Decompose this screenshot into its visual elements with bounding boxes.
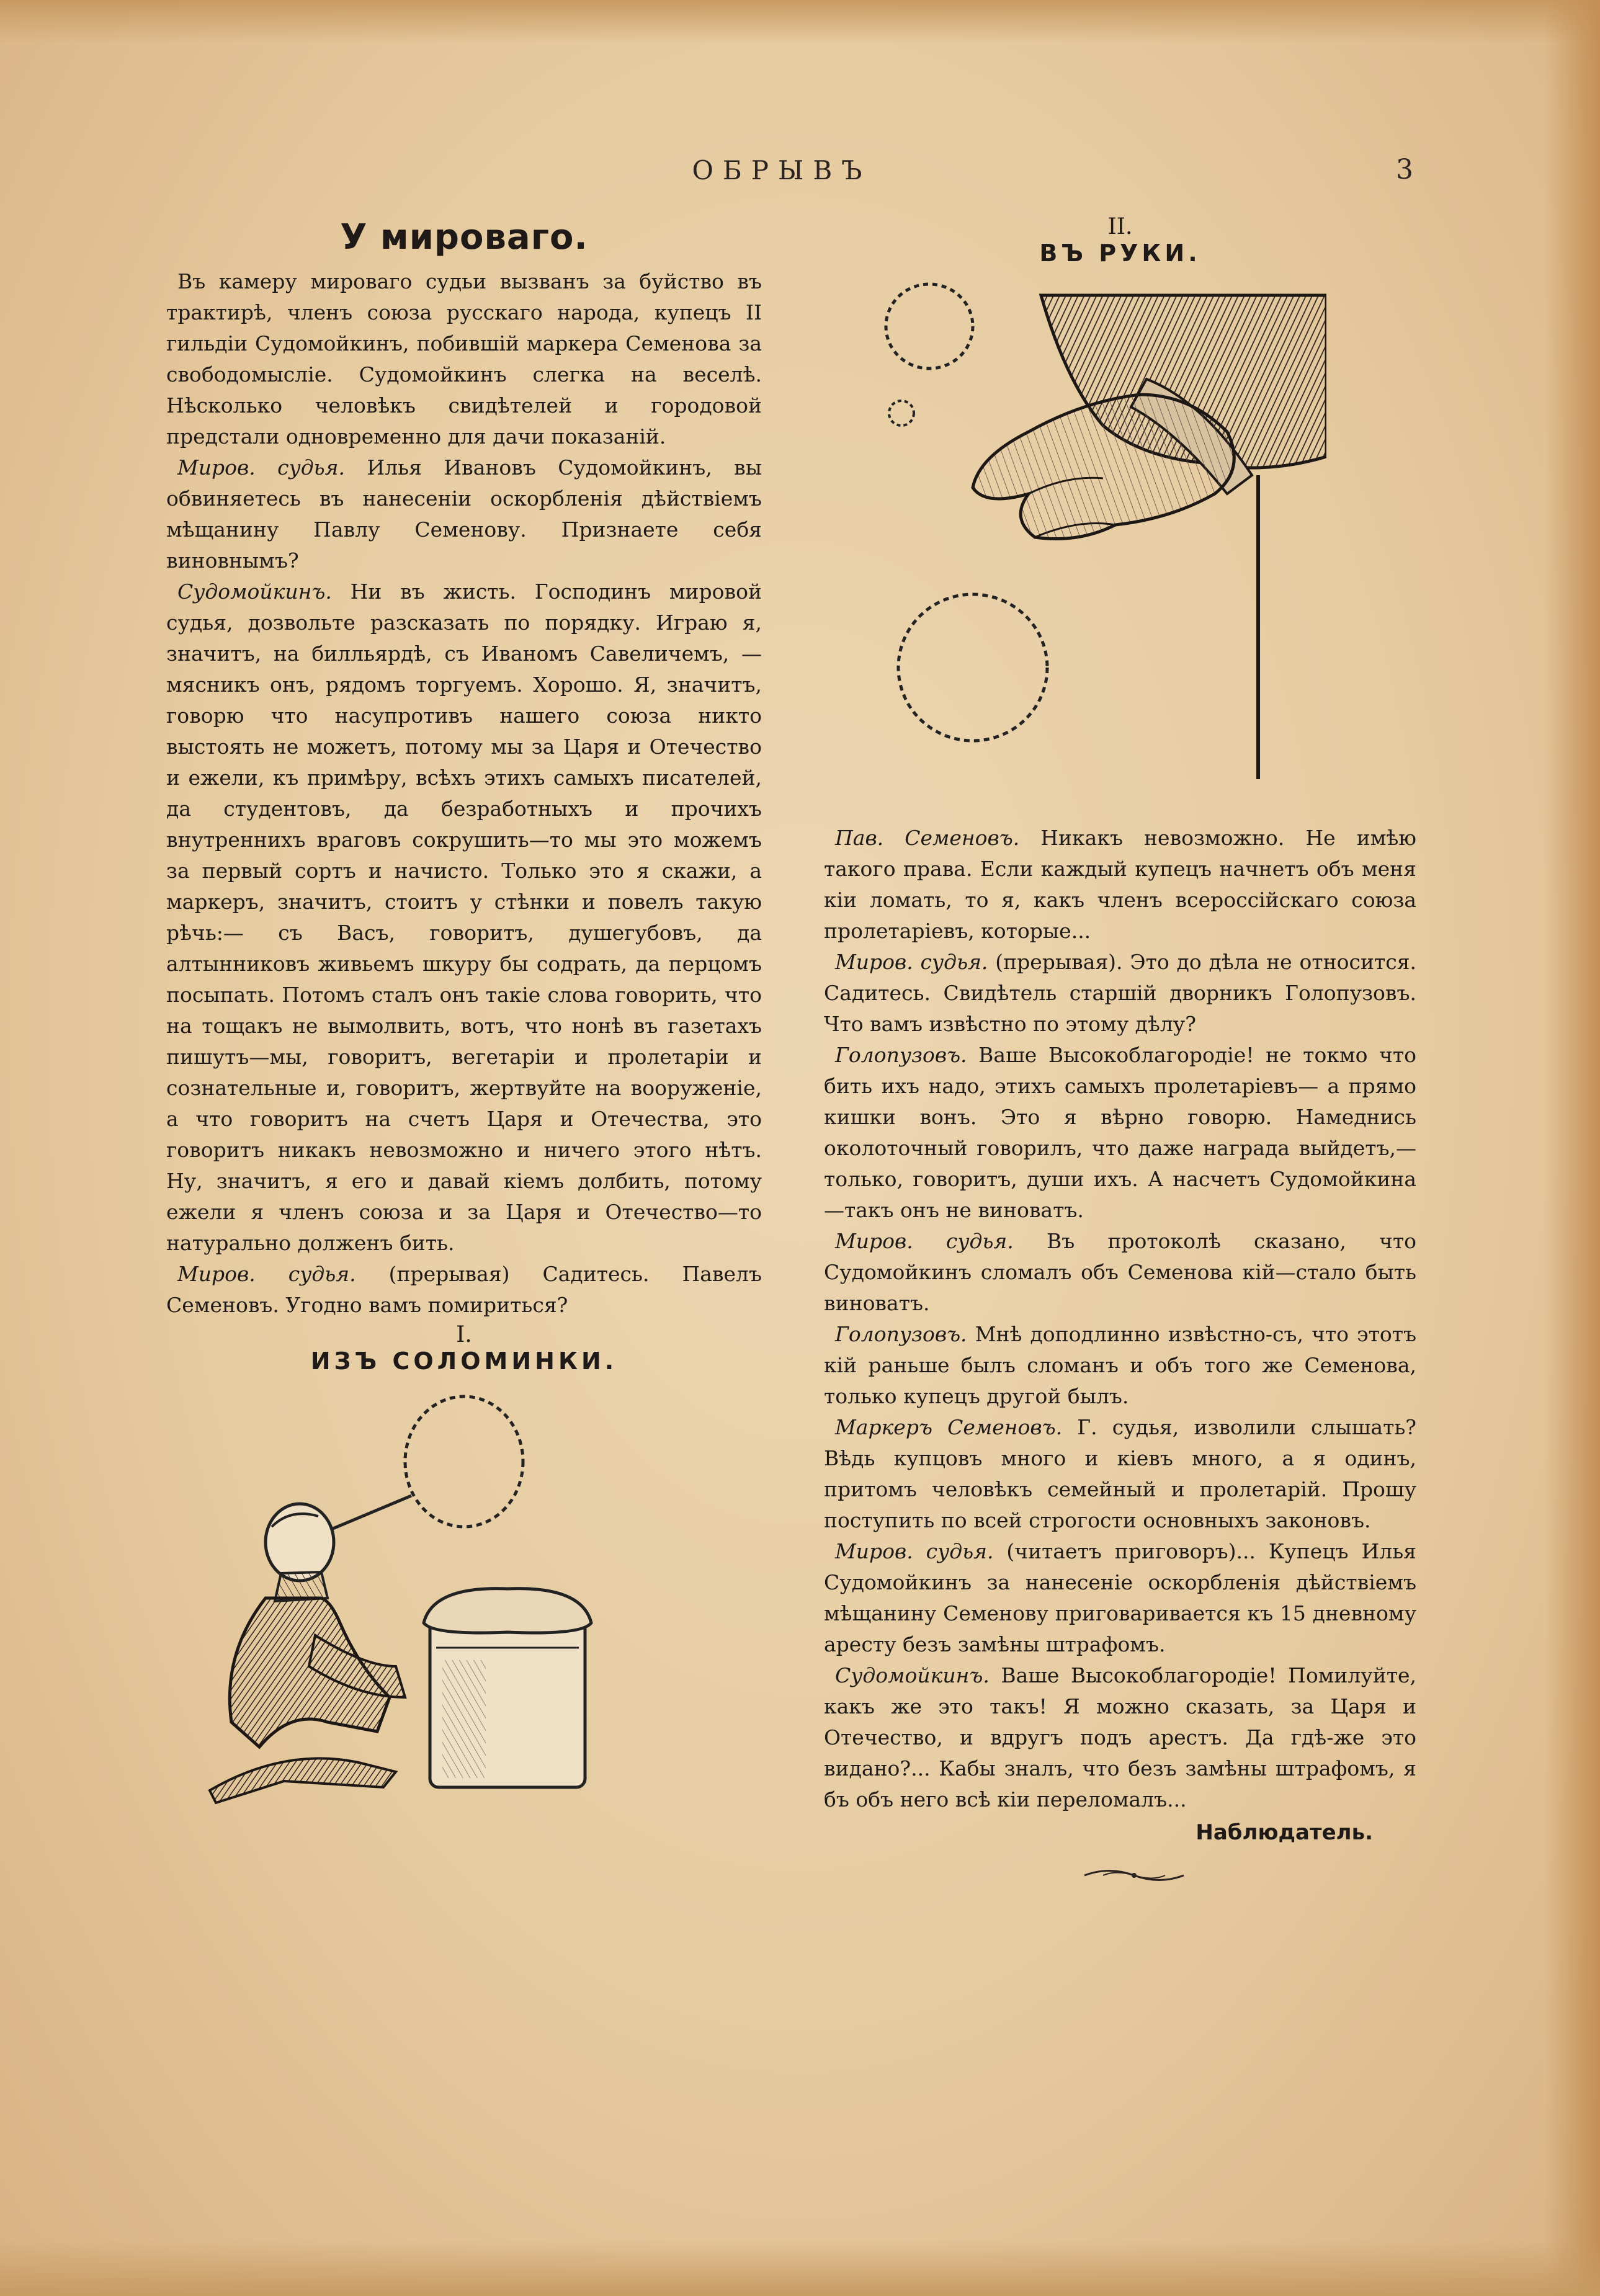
paragraph — [166, 1259, 762, 1321]
paragraph-text: Въ камеру мироваго судьи вызванъ за буйство въ трактирѣ, членъ союза русскаго народа, купецъ II гильдіи Судомойкинъ, побившій маркера Семенова за свободомысліе. Судомойкинъ слегка на веселѣ. Нѣсколько человѣкъ свидѣтелей и городовой предстали одновременно для дачи показаній. — [166, 269, 762, 449]
paragraph — [824, 823, 1416, 947]
hand — [973, 395, 1234, 539]
paragraph-text: Мнѣ доподлинно извѣстно-съ, что этотъ кій раньше былъ сломанъ и объ того же Семенова, только купецъ другой былъ. — [824, 1322, 1416, 1408]
author-signature: Наблюдатель. — [1196, 1820, 1373, 1845]
cartoon-numeral-left: I. — [456, 1322, 472, 1347]
speaker-name: Судомойкинъ. — [835, 1663, 990, 1687]
paragraph — [824, 1226, 1416, 1319]
paragraph-text: Въ протоколѣ сказано, что Судомойкинъ сломалъ объ Семенова кій—стало быть виноватъ. — [824, 1229, 1416, 1315]
paragraph — [824, 1412, 1416, 1536]
speaker-name: Миров. судья. — [835, 950, 988, 974]
cartoon-hands-bubbles-illustration — [880, 270, 1326, 804]
speaker-name: Миров. судья. — [177, 1262, 356, 1286]
article-body-right — [824, 823, 1416, 1815]
right-column — [824, 214, 1416, 1885]
paragraph-text: (прерывая) Садитесь. Павелъ Семеновъ. Угодно вамъ помириться? — [166, 1262, 762, 1317]
article-body-left — [166, 266, 762, 1321]
ornament-divider-icon — [1078, 1866, 1190, 1885]
paragraph — [824, 1660, 1416, 1815]
paragraph — [166, 266, 762, 452]
page-number: 3 — [1396, 154, 1413, 185]
speaker-name: Миров. судья. — [177, 455, 345, 480]
article-title: У мироваго. — [340, 217, 588, 257]
paragraph — [824, 1040, 1416, 1226]
paper-edge-top — [0, 0, 1600, 43]
speaker-name: Судомойкинъ. — [177, 579, 332, 604]
left-column — [166, 217, 762, 1809]
paper-edge-bottom — [0, 2240, 1600, 2296]
paragraph-text: (прерывая). Это до дѣла не относится. Садитесь. Свидѣтель старшій дворникъ Голопузовъ. Что вамъ извѣстно по этому дѣлу? — [824, 950, 1417, 1036]
paragraph-text: Ваше Высокоблагородіе! Помилуйте, какъ же это такъ! Я можно сказать, за Царя и Отечество, и вдругъ подъ арестъ. Да гдѣ-же это видано?... Кабы зналъ, что безъ замѣны штрафомъ, я бъ объ него всѣ кіи переломалъ... — [824, 1663, 1416, 1811]
bubble-bottom — [898, 594, 1047, 741]
paragraph-text: (читаетъ приговоръ)... Купецъ Илья Судомойкинъ за нанесеніе оскорбленія дѣйствіемъ мѣщанину Семенову приговаривается къ 15 дневному аресту безъ замѣны штрафомъ. — [824, 1539, 1416, 1656]
bubble-small — [889, 401, 914, 426]
paper-edge-right — [1544, 0, 1600, 2296]
paragraph — [166, 452, 762, 576]
paragraph-text: Илья Ивановъ Судомойкинъ, вы обвиняетесь въ нанесеніи оскорбленія дѣйствіемъ мѣщанину Павлу Семенову. Признаете себя виновнымъ? — [166, 455, 762, 573]
soap-bubble — [405, 1396, 523, 1527]
paragraph-text: Ваше Высокоблагородіе! не токмо что бить ихъ надо, этихъ самыхъ пролетаріевъ— а прямо кишки вонъ. Это я вѣрно говорю. Намеднись околоточный говорилъ, что даже награда выйдетъ,—только, говоритъ, души ихъ. А насчетъ Судомойкина—такъ онъ не виноватъ. — [824, 1043, 1416, 1222]
cartoon-caption-left: ИЗЪ СОЛОМИНКИ. — [310, 1347, 618, 1375]
speaker-name: Голопузовъ. — [835, 1322, 967, 1346]
paragraph — [824, 1536, 1416, 1660]
figure-head — [266, 1504, 334, 1581]
paragraph-text: Никакъ невозможно. Не имѣю такого права. Если каждый купецъ начнетъ объ меня кіи ломать, то я, какъ членъ всероссійскаго союза пролетаріевъ, которые... — [824, 826, 1416, 943]
cartoon-caption-right: ВЪ РУКИ. — [1039, 239, 1201, 267]
speaker-name: Голопузовъ. — [835, 1043, 967, 1067]
paragraph — [824, 947, 1416, 1040]
paragraph — [824, 1319, 1416, 1412]
paragraph-text: Ни въ жисть. Господинъ мировой судья, дозвольте разсказать по порядку. Играю я, значитъ, на билльярдѣ, съ Иваномъ Савеличемъ, — мясникъ онъ, рядомъ торгуемъ. Хорошо. Я, значитъ, говорю что насупротивъ нашего союза никто выстоять не можетъ, потому мы за Царя и Отечество и ежели, къ примѣру, всѣхъ этихъ самыхъ писателей, да студентовъ, да безработныхъ и прочихъ внутреннихъ враговъ сокрушить—то мы это можемъ за первый сортъ и начисто. Только это я скажи, а маркеръ, значитъ, стоитъ у стѣнки и повелъ такую рѣчь:— съ Васъ, говоритъ, душегубовъ, да алтынниковъ живьемъ шкуру бы содрать, да перцомъ посыпать. Потомъ сталъ онъ такіе слова говорить, что на тощакъ не вымолвить, вотъ, что нонѣ въ газетахъ пишутъ—мы, говоритъ, вегетаріи и пролетаріи и сознательные и, говоритъ, жертвуйте на вооруженіе, а что говоритъ на счетъ Царя и Отечества, это говоритъ никакъ невозможно и ничего этого нѣтъ. Ну, значитъ, я его и давай кіемъ долбить, потому ежели я членъ союза и за Царя и Отечество—то натурально долженъ бить. — [166, 579, 762, 1255]
speaker-name: Маркеръ Семеновъ. — [835, 1415, 1063, 1439]
paragraph-text: Г. судья, изволили слышать? Вѣдь купцовъ много и кіевъ много, а я одинъ, притомъ человѣкъ семейный и пролетарій. Прошу поступить по всей строгости основныхъ законовъ. — [824, 1415, 1416, 1532]
cartoon-straw-bubble-illustration — [172, 1375, 706, 1809]
speaker-name: Миров. судья. — [835, 1229, 1014, 1253]
paragraph — [166, 576, 762, 1259]
bubble-large — [886, 284, 973, 369]
speaker-name: Пав. Семеновъ. — [835, 826, 1020, 850]
running-title: ОБРЫВЪ — [692, 155, 872, 185]
cartoon-numeral-right: II. — [1107, 214, 1133, 239]
speaker-name: Миров. судья. — [835, 1539, 994, 1563]
